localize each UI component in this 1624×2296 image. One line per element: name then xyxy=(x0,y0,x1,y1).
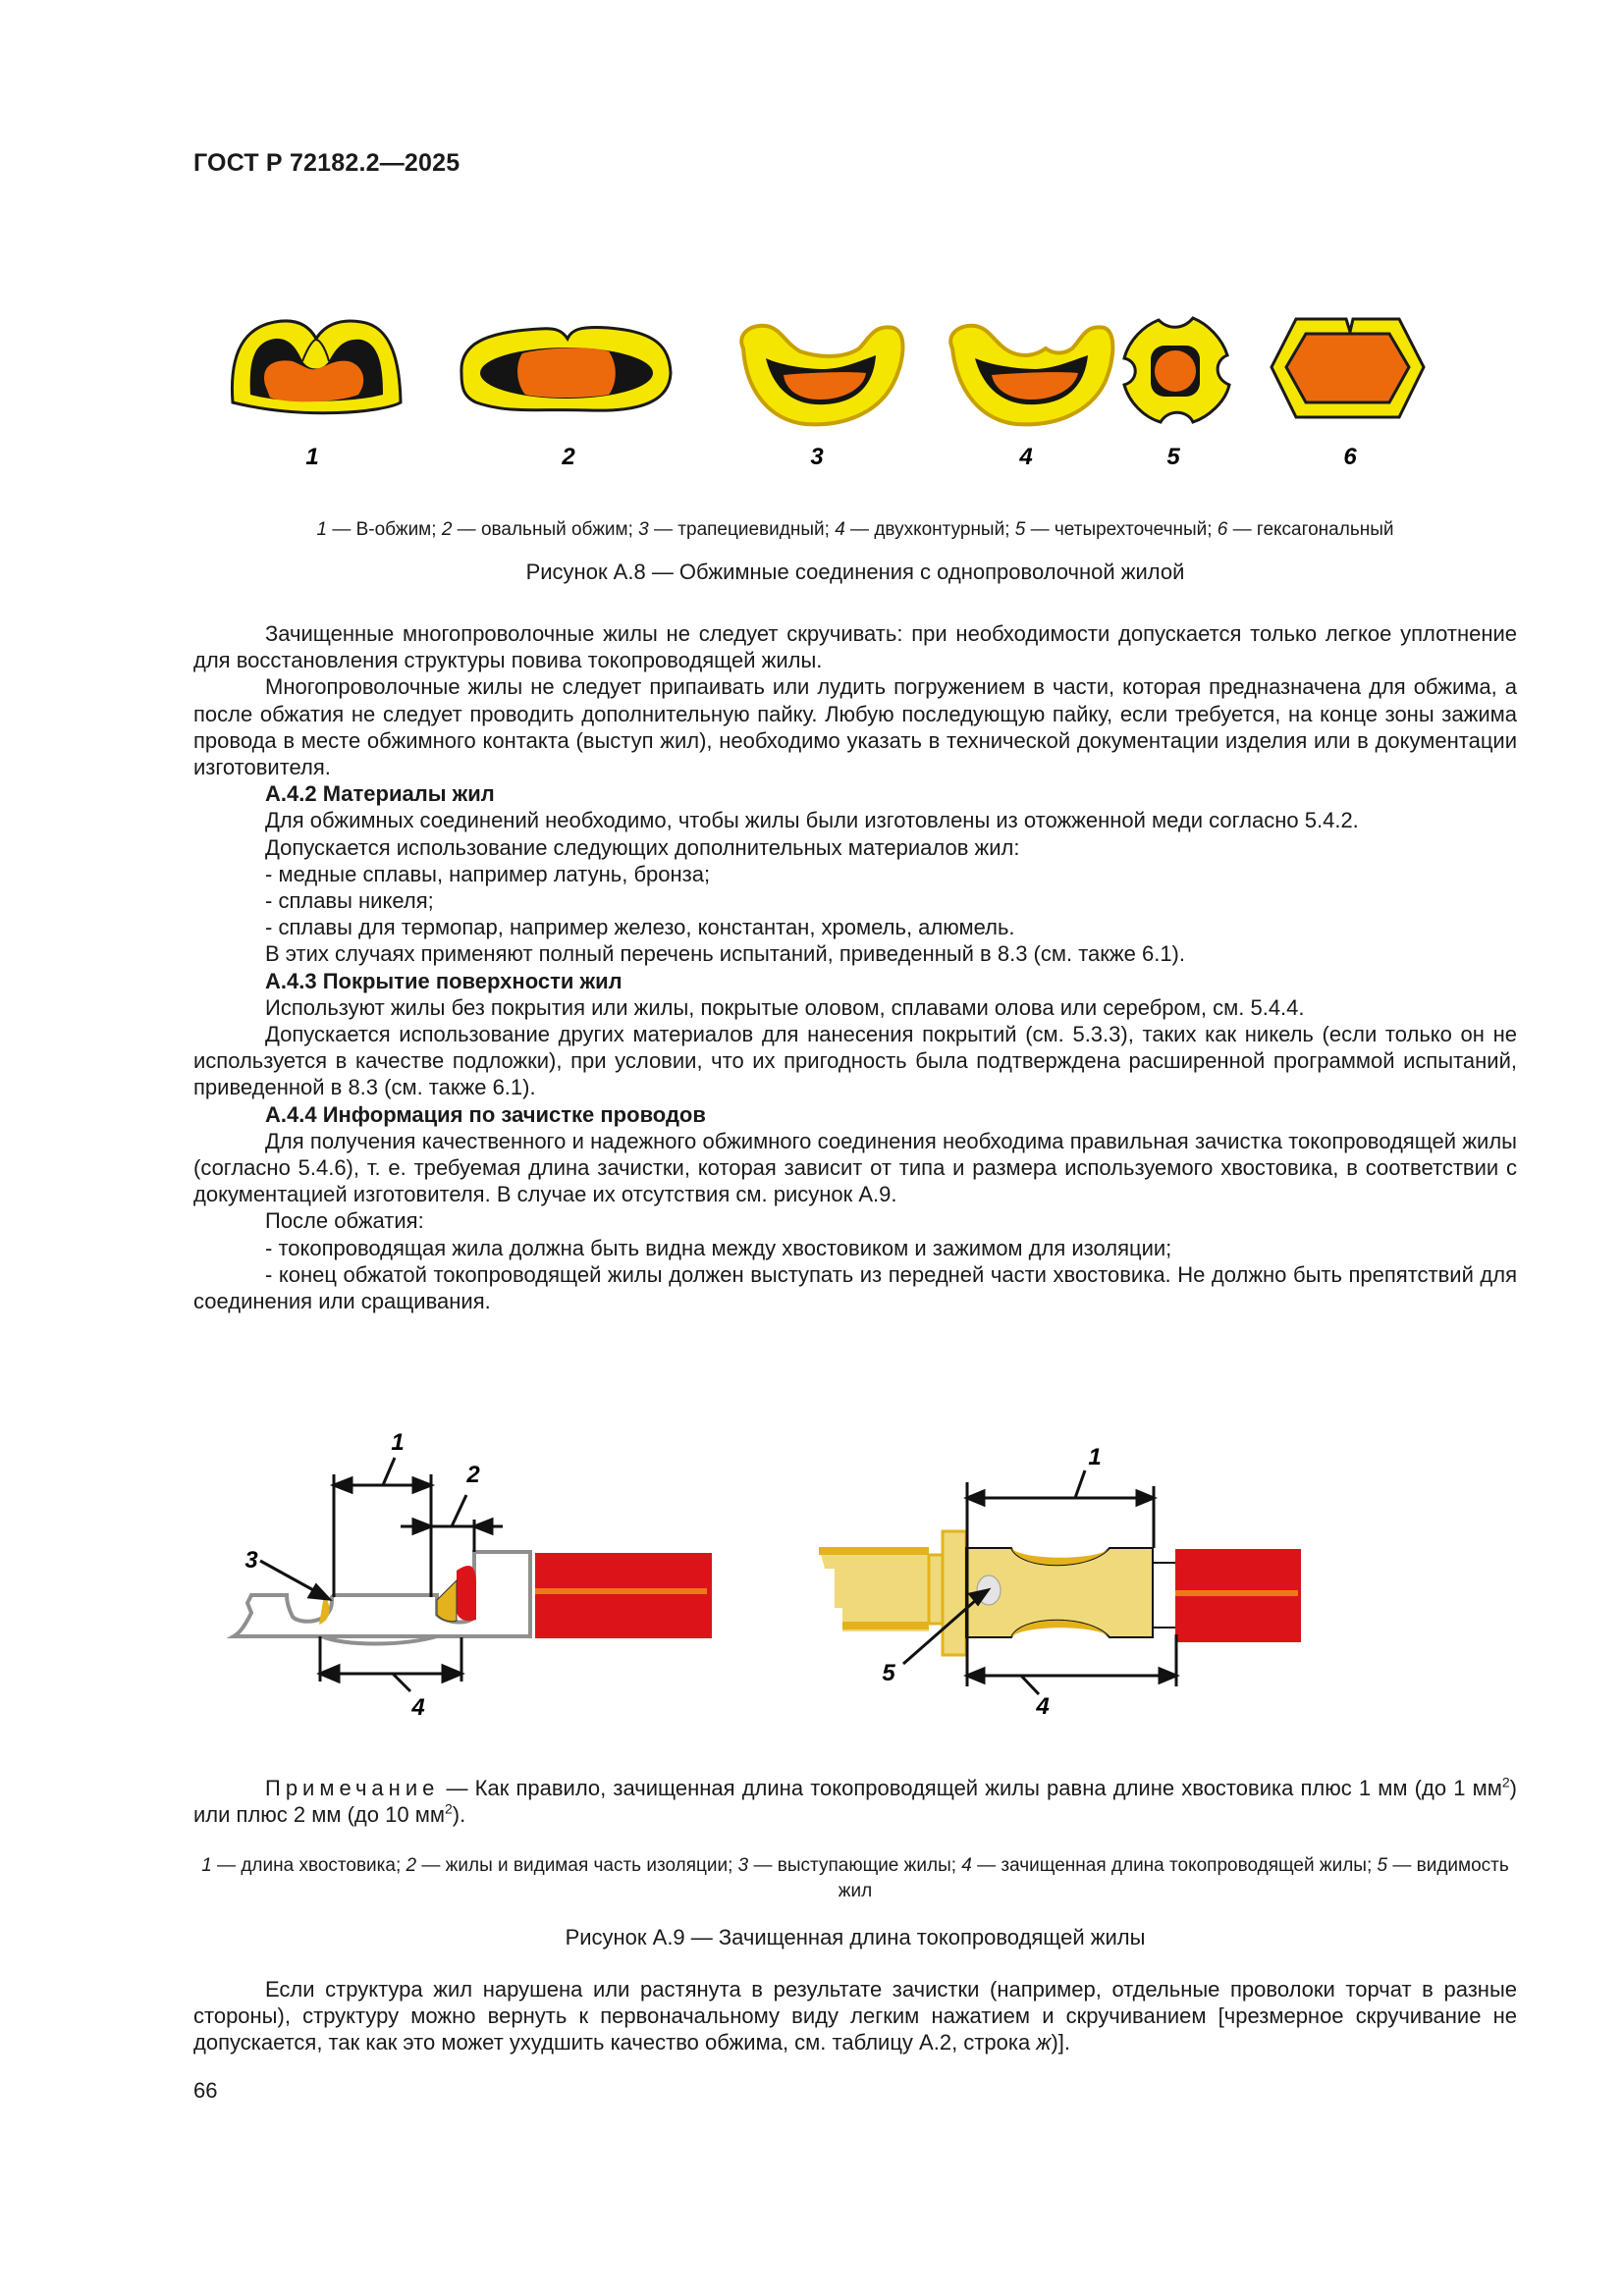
paragraph: Допускается использование следующих дополнительных материалов жил: xyxy=(265,834,1020,860)
crimp-two-contour-drawing xyxy=(950,326,1112,425)
note-sup: 2 xyxy=(444,1800,453,1817)
figure-a9-side-view xyxy=(216,1428,746,1723)
paragraph: Многопроволочные жилы не следует припаивать или лудить погружением в части, которая предназначена для обжима, а после обжатия не следует проводить дополнительную пайку. Любую последующую пайку, если требуется, на конце зоны зажима провода в месте обжимного контакта (выступ жил), необходимо указать в технической документации изделия или в документации изготовителя. xyxy=(193,674,1517,780)
legend-text: — выступающие жилы; xyxy=(748,1855,962,1876)
figure-a9-legend xyxy=(193,1853,1517,1904)
crimp-b-type-drawing xyxy=(232,321,401,413)
legend-text: — двухконтурный; xyxy=(844,519,1015,540)
section-heading-a44: А.4.4 Информация по зачистке проводов xyxy=(265,1101,706,1127)
figure-a8-label-3: 3 xyxy=(810,444,824,470)
closing-paragraph xyxy=(193,1976,1517,2056)
figure-a8-label-2: 2 xyxy=(562,444,575,470)
body-text xyxy=(193,620,1517,1314)
legend-num: 2 xyxy=(406,1855,417,1876)
note-text: ) или плюс 2 мм (до 10 мм xyxy=(193,1776,1517,1827)
legend-num: 2 xyxy=(441,519,453,540)
figure-a8-label-1: 1 xyxy=(305,444,319,470)
legend-text: — В-обжим; xyxy=(327,519,442,540)
list-item: - конец обжатой токопроводящей жилы должен выступать из передней части хвостовика. Не должно быть препятствий для соединения или сращивания. xyxy=(193,1261,1517,1314)
paragraph-italic: ж xyxy=(1036,2030,1052,2056)
paragraph xyxy=(193,1976,1517,2056)
legend-text: — четырехточечный; xyxy=(1025,519,1218,540)
list-item: - сплавы для термопар, например железо, константан, хромель, алюмель. xyxy=(265,915,1015,940)
crimp-contact-outline xyxy=(234,1552,530,1644)
legend-text: — гексагональный xyxy=(1227,519,1394,540)
legend-num: 4 xyxy=(835,519,845,540)
legend-num: 3 xyxy=(638,519,649,540)
legend-num: 5 xyxy=(1014,519,1026,540)
note-label: Примечание xyxy=(265,1776,440,1800)
figure-a8-crimp-types xyxy=(216,304,1522,471)
paragraph: Используют жилы без покрытия или жилы, покрытые оловом, сплавами олова или серебром, см. 5.4.4. xyxy=(265,994,1305,1020)
figure-a8-legend xyxy=(193,517,1517,543)
legend-text: — видимость жил xyxy=(838,1855,1509,1901)
legend-num: 5 xyxy=(1377,1855,1388,1876)
page-number: 66 xyxy=(193,2078,218,2103)
list-item: - медные сплавы, например латунь, бронза; xyxy=(265,861,711,886)
figure-a8-label-4: 4 xyxy=(1019,444,1033,470)
figure-a9-right-label-4: 4 xyxy=(1036,1693,1050,1720)
legend-text: — овальный обжим; xyxy=(452,519,639,540)
paragraph: Для обжимных соединений необходимо, чтобы жилы были изготовлены из отожженной меди согласно 5.4.2. xyxy=(265,808,1359,833)
figure-a9-right-label-1: 1 xyxy=(1088,1444,1102,1470)
strands-insulation-visible xyxy=(437,1566,476,1622)
legend-text: — длина хвостовика; xyxy=(211,1855,406,1876)
legend-num: 1 xyxy=(201,1855,212,1876)
list-item: - токопроводящая жила должна быть видна между хвостовиком и зажимом для изоляции; xyxy=(265,1235,1172,1260)
paragraph: Зачищенные многопроволочные жилы не следует скручивать: при необходимости допускается только легкое уплотнение для восстановления структуры повива токопроводящей жилы. xyxy=(193,621,1517,673)
legend-num: 3 xyxy=(737,1855,749,1876)
figure-a9-note xyxy=(193,1775,1517,1828)
crimp-hexagonal-drawing xyxy=(1272,319,1424,417)
legend-num: 1 xyxy=(316,519,328,540)
legend-text: — жилы и видимая часть изоляции; xyxy=(416,1855,738,1876)
figure-a8-label-5: 5 xyxy=(1166,444,1180,470)
wire-insulation-left xyxy=(535,1553,712,1638)
paragraph: Для получения качественного и надежного обжимного соединения необходима правильная зачистка токопроводящей жилы (согласно 5.4.6), т. е. требуемая длина зачистки, которая зависит от типа и размера используемого хвостовика, в соответствии с документацией изготовителя. В случае их отсутствия см. рисунок А.9. xyxy=(193,1128,1517,1207)
wire-insulation-right xyxy=(1153,1549,1301,1642)
paragraph: В этих случаях применяют полный перечень испытаний, приведенный в 8.3 (см. также 6.1). xyxy=(265,941,1185,967)
paragraph-text: Если структура жил нарушена или растянута в результате зачистки (например, отдельные проволоки торчат в разные стороны), структуру можно вернуть к первоначальному виду легким нажатием и скручиванием [чрезмерное скручивание не допускается, так как это может ухудшить качество обжима, см. таблицу А.2, строка xyxy=(193,1977,1517,2056)
figure-a8-caption: Рисунок А.8 — Обжимные соединения с однопроволочной жилой xyxy=(525,560,1185,584)
figure-a9-label-4: 4 xyxy=(411,1694,425,1721)
figure-a9-caption: Рисунок А.9 — Зачищенная длина токопроводящей жилы xyxy=(565,1925,1146,1949)
note-text: — Как правило, зачищенная длина токопроводящей жилы равна длине хвостовика плюс 1 мм (до 1 мм xyxy=(439,1776,1502,1800)
figure-a9-label-2: 2 xyxy=(466,1462,480,1488)
crimp-four-point-drawing xyxy=(1124,318,1229,422)
figure-a9-right-label-5: 5 xyxy=(882,1660,895,1686)
paragraph-text-end: )]. xyxy=(1051,2030,1070,2056)
legend-num: 6 xyxy=(1217,519,1228,540)
figure-a9-top-view xyxy=(815,1433,1502,1728)
list-item: - сплавы никеля; xyxy=(265,888,434,914)
section-heading-a42: А.4.2 Материалы жил xyxy=(265,781,495,807)
legend-num: 4 xyxy=(961,1855,972,1876)
crimp-oval-drawing xyxy=(461,327,671,410)
legend-text: — трапециевидный; xyxy=(648,519,836,540)
document-code-header: ГОСТ Р 72182.2—2025 xyxy=(193,149,460,177)
note-text: ). xyxy=(452,1802,466,1827)
note-sup: 2 xyxy=(1501,1774,1510,1790)
figure-a9-label-1: 1 xyxy=(391,1429,405,1456)
crimp-trapezoid-drawing xyxy=(741,326,902,425)
figure-a8-label-6: 6 xyxy=(1343,444,1357,470)
section-heading-a43: А.4.3 Покрытие поверхности жил xyxy=(265,968,623,993)
figure-a9-label-3: 3 xyxy=(244,1547,258,1574)
paragraph: После обжатия: xyxy=(265,1208,424,1234)
legend-text: — зачищенная длина токопроводящей жилы; xyxy=(971,1855,1378,1876)
paragraph: Допускается использование других материалов для нанесения покрытий (см. 5.3.3), таких как никель (если только он не используется в качестве подложки), при условии, что их пригодность была подтверждена расширенной программой испытаний, приведенной в 8.3 (см. также 6.1). xyxy=(193,1022,1517,1100)
